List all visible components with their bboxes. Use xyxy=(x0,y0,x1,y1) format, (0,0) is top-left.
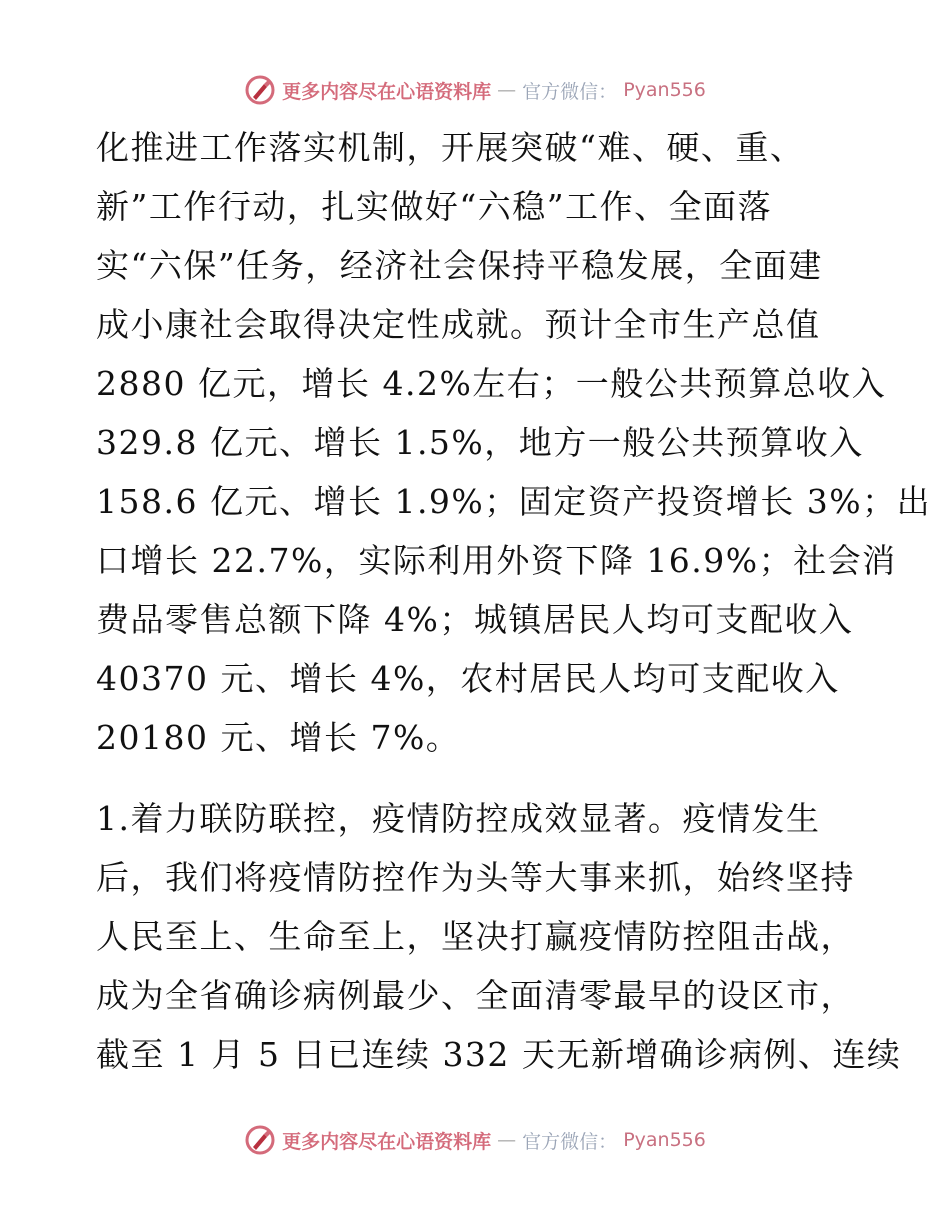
watermark-label: 官方微信： xyxy=(522,80,618,103)
text-line: 20180 元、增长 7%。 xyxy=(96,718,461,757)
pen-logo-icon xyxy=(244,1124,276,1156)
watermark-footer xyxy=(0,1120,950,1160)
text-line: 人民至上、生命至上，坚决打赢疫情防控阻击战， xyxy=(96,917,855,956)
text-line: 329.8 亿元、增长 1.5%，地方一般公共预算收入 xyxy=(96,423,864,462)
text-line: 口增长 22.7%，实际利用外资下降 16.9%；社会消 xyxy=(96,541,897,580)
text-line: 新”工作行动，扎实做好“六稳”工作、全面落 xyxy=(96,187,773,226)
text-line: 成为全省确诊病例最少、全面清零最早的设区市， xyxy=(96,976,855,1015)
text-line: 成小康社会取得决定性成就。预计全市生产总值 xyxy=(96,305,821,344)
text-line: 实“六保”任务，经济社会保持平稳发展，全面建 xyxy=(96,246,823,285)
watermark-text: 更多内容尽在心语资料库 xyxy=(282,1130,492,1153)
paragraph-spacer xyxy=(96,767,856,789)
document-body xyxy=(96,118,932,1084)
watermark-text: 更多内容尽在心语资料库 xyxy=(282,80,492,103)
text-line: 截至 1 月 5 日已连续 332 天无新增确诊病例、连续 xyxy=(96,1035,902,1074)
watermark-header xyxy=(0,70,950,110)
watermark-dash: — xyxy=(497,1129,517,1151)
watermark-id: Pyan556 xyxy=(623,79,706,101)
text-line: 40370 元、增长 4%，农村居民人均可支配收入 xyxy=(96,659,840,698)
text-line: 2880 亿元，增长 4.2%左右；一般公共预算总收入 xyxy=(96,364,887,403)
watermark-id: Pyan556 xyxy=(623,1129,706,1151)
text-line: 1.着力联防联控，疫情防控成效显著。疫情发生 xyxy=(96,799,821,838)
pen-logo-icon xyxy=(244,74,276,106)
paragraph-epidemic-control xyxy=(96,789,902,1084)
text-line: 化推进工作落实机制，开展突破“难、硬、重、 xyxy=(96,128,805,167)
text-line: 费品零售总额下降 4%；城镇居民人均可支配收入 xyxy=(96,600,854,639)
watermark-dash: — xyxy=(497,79,517,101)
text-line: 后，我们将疫情防控作为头等大事来抓，始终坚持 xyxy=(96,858,855,897)
paragraph-economy xyxy=(96,118,932,767)
watermark-label: 官方微信： xyxy=(522,1130,618,1153)
text-line: 158.6 亿元、增长 1.9%；固定资产投资增长 3%；出 xyxy=(96,482,932,521)
